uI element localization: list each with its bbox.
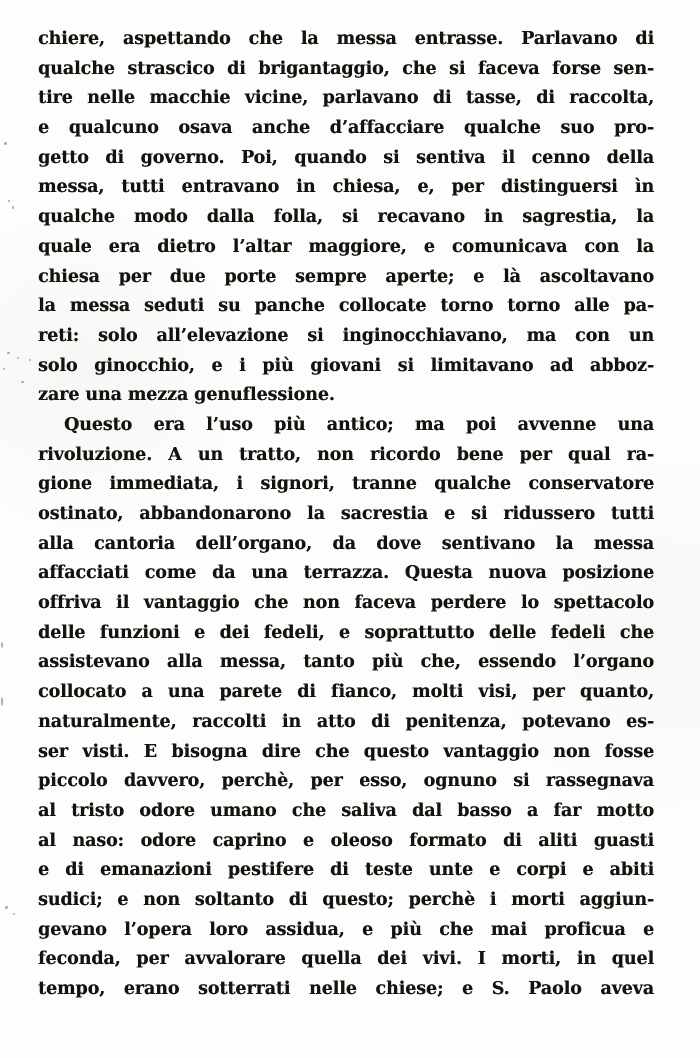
scan-speck: [1, 697, 3, 706]
text-line: qualche strascico di brigantaggio, che si faceva forse sen-: [38, 58, 654, 79]
text-line: assistevano alla messa, tanto più che, essendo l’organo: [38, 652, 654, 673]
text-line: zare una mezza genuflessione.: [38, 385, 335, 406]
text-line: e qualcuno osava anche d’affacciare qualche suo pro-: [38, 118, 654, 139]
scan-speck: [21, 381, 24, 383]
scan-speck: [12, 206, 14, 209]
text-line: gione immediata, i signori, tranne qualche conservatore: [38, 474, 654, 495]
scan-speck: [1, 642, 3, 648]
scan-speck: [5, 906, 8, 909]
text-line: collocato a una parete di fianco, molti visi, per quanto,: [38, 682, 654, 703]
text-line: reti: solo all’elevazione si inginocchiavano, ma con un: [38, 325, 654, 346]
text-line: alla cantoria dell’organo, da dove sentivano la messa: [38, 533, 654, 554]
text-line: tempo, erano sotterrati nelle chiese; e S. Paolo aveva: [38, 979, 654, 999]
text-line: tire nelle macchie vicine, parlavano di tasse, di raccolta,: [38, 88, 654, 109]
scan-speck: [8, 200, 10, 202]
text-line: la messa seduti su panche collocate torno torno alle pa-: [38, 296, 654, 317]
text-line: affacciati come da una terrazza. Questa nuova posizione: [38, 563, 654, 584]
scan-speck: [29, 359, 31, 361]
text-line: chiesa per due porte sempre aperte; e là ascoltavano: [38, 266, 654, 287]
text-line: getto di governo. Poi, quando si sentiva il cenno della: [38, 147, 654, 168]
text-line: sudici; e non soltanto di questo; perchè i morti aggiun-: [38, 889, 654, 910]
paragraph-1: [38, 25, 654, 411]
text-line: offriva il vantaggio che non faceva perdere lo spettacolo: [38, 593, 654, 614]
text-line: piccolo davvero, perchè, per esso, ognuno si rassegnava: [38, 771, 654, 792]
paragraph-2: [38, 411, 654, 1005]
text-line: messa, tutti entravano in chiesa, e, per distinguersi ìn: [38, 177, 654, 198]
scan-speck: [3, 368, 5, 370]
scan-speck: [17, 357, 19, 359]
text-line: e di emanazioni pestifere di teste unte e corpi e abiti: [38, 860, 654, 881]
scan-speck: [13, 913, 15, 915]
text-line: gevano l’opera loro assidua, e più che mai proficua e: [38, 919, 654, 940]
text-block: [38, 25, 654, 1005]
text-line: al tristo odore umano che saliva dal basso a far motto: [38, 800, 654, 821]
text-line: rivoluzione. A un tratto, non ricordo bene per qual ra-: [38, 444, 654, 465]
text-line: solo ginocchio, e i più giovani si limitavano ad abboz-: [38, 355, 654, 376]
text-line: chiere, aspettando che la messa entrasse. Parlavano di: [38, 29, 654, 49]
scan-speck: [4, 142, 7, 145]
text-line: quale era dietro l’altar maggiore, e comunicava con la: [38, 236, 654, 257]
text-line: naturalmente, raccolti in atto di penitenza, potevano es-: [38, 711, 654, 732]
text-line: delle funzioni e dei fedeli, e soprattutto delle fedeli che: [38, 622, 654, 643]
text-line: qualche modo dalla folla, si recavano in sagrestia, la: [38, 207, 654, 228]
text-line: ser visti. E bisogna dire che questo vantaggio non fosse: [38, 741, 654, 762]
text-line: ostinato, abbandonarono la sacrestia e si ridussero tutti: [38, 504, 654, 524]
text-line: al naso: odore caprino e oleoso formato di aliti guasti: [38, 830, 654, 851]
text-line: feconda, per avvalorare quella dei vivi. I morti, in quel: [38, 949, 654, 970]
scan-speck: [7, 352, 10, 354]
text-line: Questo era l’uso più antico; ma poi avvenne una: [64, 414, 654, 435]
